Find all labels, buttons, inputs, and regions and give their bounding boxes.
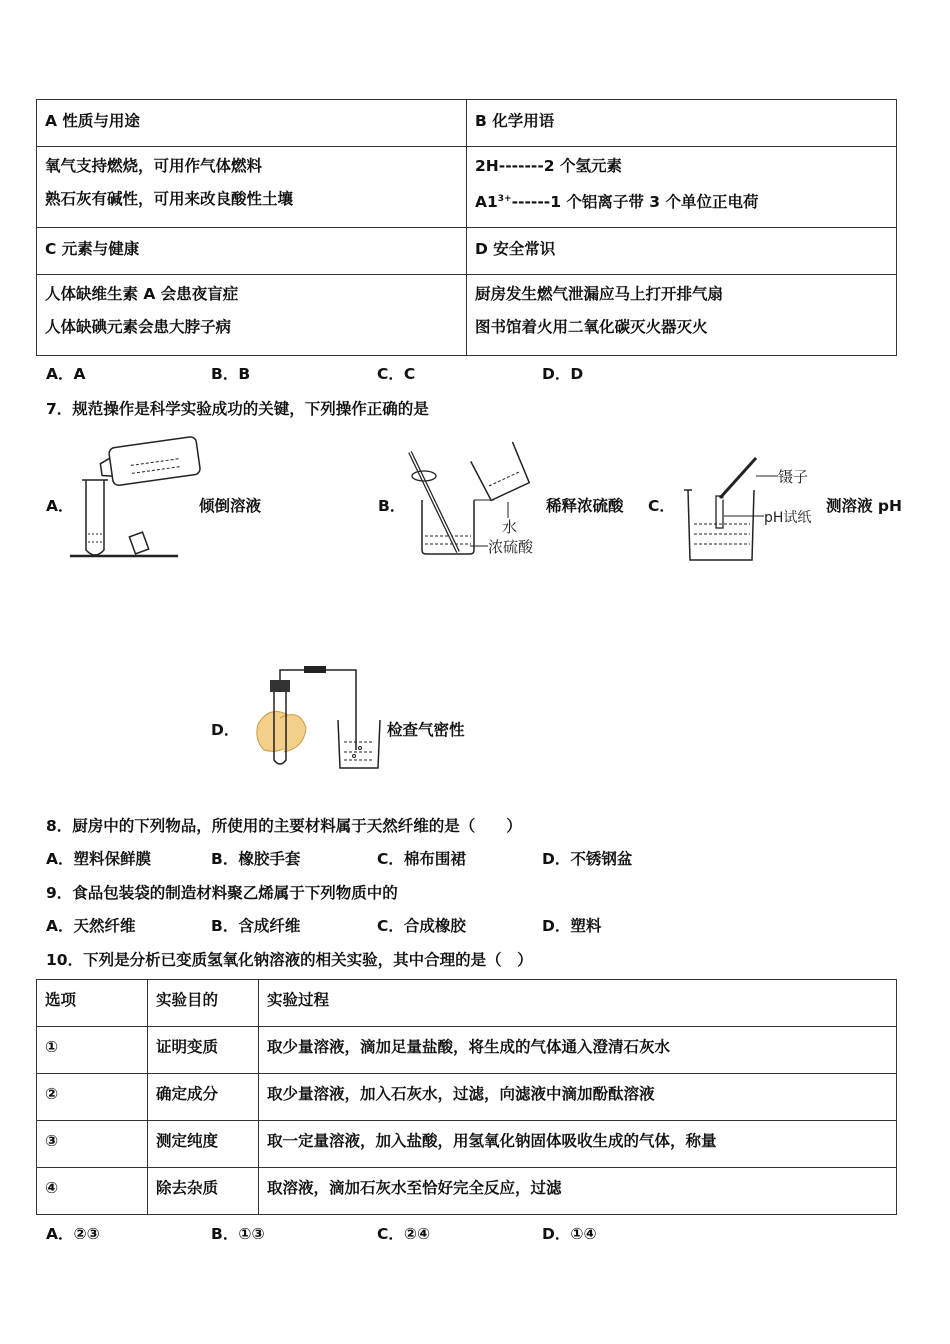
table-header-row <box>37 980 897 1027</box>
q6-cell-d-body <box>467 275 897 356</box>
q10-row3-option: ③ <box>37 1121 148 1168</box>
q7-d-airtight-illustration <box>250 664 390 774</box>
q10-option-c[interactable]: C．②④ <box>377 1225 431 1243</box>
q10-option-d[interactable]: D．①④ <box>542 1225 597 1243</box>
q9-option-a[interactable]: A．天然纤维 <box>46 917 136 935</box>
q7-option-c-letter[interactable]: C． <box>648 497 675 515</box>
q7-a-pour-illustration <box>70 432 200 562</box>
q6-a-line1: 氧气支持燃烧，可用作气体燃料 <box>45 157 263 175</box>
q10-header-option: 选项 <box>37 980 148 1027</box>
q7-option-a-letter[interactable]: A． <box>46 497 74 515</box>
q6-cell-a-body <box>37 147 467 228</box>
q10-row4-process: 取溶液，滴加石灰水至恰好完全反应，过滤 <box>259 1168 897 1215</box>
q10-row2-process: 取少量溶液，加入石灰水，过滤，向滤液中滴加酚酞溶液 <box>259 1074 897 1121</box>
q8-option-d[interactable]: D．不锈钢盆 <box>542 850 633 868</box>
q10-table <box>36 979 897 1215</box>
label-water: 水 <box>502 518 518 536</box>
q7-b-dilute-illustration <box>400 442 540 562</box>
q6-b-line2-text: ------1 个铝离子带 3 个单位正电荷 <box>511 193 759 212</box>
q6-b-line2 <box>475 183 888 219</box>
hands-icon <box>257 712 306 753</box>
q7-option-a-caption: 倾倒溶液 <box>199 497 262 515</box>
q7-option-d-letter[interactable]: D． <box>211 721 240 739</box>
beaker-icon <box>338 720 380 768</box>
q7-option-b-caption: 稀释浓硫酸 <box>546 497 624 515</box>
pouring-beaker-icon <box>471 442 531 501</box>
q6-option-b[interactable]: B．B <box>211 365 251 383</box>
table-row <box>37 1027 897 1074</box>
q9-option-d[interactable]: D．塑料 <box>542 917 602 935</box>
q6-cell-b-head: B 化学用语 <box>467 100 897 147</box>
q8-option-b[interactable]: B．橡胶手套 <box>211 850 301 868</box>
q6-b-line2-symbol: A1 <box>475 193 498 212</box>
q6-c-line1: 人体缺维生素 A 会患夜盲症 <box>45 285 239 303</box>
q10-row4-purpose: 除去杂质 <box>148 1168 259 1215</box>
q6-cell-c-head: C 元素与健康 <box>37 228 467 275</box>
ph-paper-icon <box>716 496 723 528</box>
q6-option-d[interactable]: D．D <box>542 365 584 383</box>
q6-cell-b-body <box>467 147 897 228</box>
q9-option-c[interactable]: C．合成橡胶 <box>377 917 466 935</box>
stopper-icon <box>270 680 290 692</box>
q6-c-line2: 人体缺碘元素会患大脖子病 <box>45 318 232 336</box>
q7-stem: 7．规范操作是科学实验成功的关键，下列操作正确的是 <box>46 400 429 418</box>
reagent-bottle-icon <box>98 436 200 487</box>
beaker-icon <box>684 490 754 560</box>
table-row <box>37 1074 897 1121</box>
q10-option-b[interactable]: B．①③ <box>211 1225 265 1243</box>
q6-option-c[interactable]: C．C <box>377 365 416 383</box>
q6-option-a[interactable]: A．A <box>46 365 86 383</box>
q7-option-c-caption: 测溶液 pH <box>826 497 902 515</box>
q6-a-line2: 熟石灰有碱性，可用来改良酸性土壤 <box>45 190 294 208</box>
q6-table <box>36 99 897 356</box>
label-ph-paper: pH试纸 <box>764 510 812 526</box>
q9-stem: 9．食品包装袋的制造材料聚乙烯属于下列物质中的 <box>46 884 398 902</box>
q8-option-a[interactable]: A．塑料保鲜膜 <box>46 850 151 868</box>
q6-b-line1: 2H-------2 个氢元素 <box>475 157 622 175</box>
q6-b-line2-charge: 3+ <box>497 194 512 204</box>
tweezers-icon <box>720 458 756 498</box>
q10-row3-purpose: 测定纯度 <box>148 1121 259 1168</box>
q7-c-ph-illustration <box>680 454 830 564</box>
label-tweezers: 镊子 <box>778 468 809 486</box>
q10-row1-purpose: 证明变质 <box>148 1027 259 1074</box>
q6-d-line2: 图书馆着火用二氧化碳灭火器灭火 <box>475 318 708 336</box>
q10-option-a[interactable]: A．②③ <box>46 1225 100 1243</box>
table-row <box>37 1168 897 1215</box>
q7-option-b-letter[interactable]: B． <box>378 497 406 515</box>
q10-header-purpose: 实验目的 <box>148 980 259 1027</box>
label-acid: 浓硫酸 <box>488 538 534 556</box>
q8-stem: 8．厨房中的下列物品，所使用的主要材料属于天然纤维的是（ ） <box>46 817 522 835</box>
q10-row2-purpose: 确定成分 <box>148 1074 259 1121</box>
q7-option-d-caption: 检查气密性 <box>387 721 465 739</box>
q6-cell-a-head: A 性质与用途 <box>37 100 467 147</box>
q8-option-c[interactable]: C．棉布围裙 <box>377 850 466 868</box>
q10-stem: 10．下列是分析已变质氢氧化钠溶液的相关实验，其中合理的是（ ） <box>46 951 533 969</box>
q10-row1-option: ① <box>37 1027 148 1074</box>
test-tube-icon <box>82 480 108 555</box>
q10-row3-process: 取一定量溶液，加入盐酸，用氢氧化钠固体吸收生成的气体，称量 <box>259 1121 897 1168</box>
q10-header-process: 实验过程 <box>259 980 897 1027</box>
table-row <box>37 1121 897 1168</box>
stopper-icon <box>129 532 148 554</box>
q10-row4-option: ④ <box>37 1168 148 1215</box>
q9-option-b[interactable]: B．含成纤维 <box>211 917 301 935</box>
q6-d-line1: 厨房发生燃气泄漏应马上打开排气扇 <box>475 285 724 303</box>
q6-cell-c-body <box>37 275 467 356</box>
q10-row2-option: ② <box>37 1074 148 1121</box>
q6-cell-d-head: D 安全常识 <box>467 228 897 275</box>
q10-row1-process: 取少量溶液，滴加足量盐酸，将生成的气体通入澄清石灰水 <box>259 1027 897 1074</box>
